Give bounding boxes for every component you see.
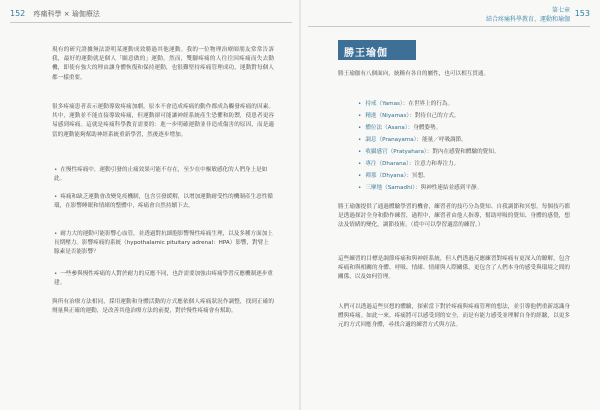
left-bullet-3: • 耐力大的運動可能影響心血管，並透過對抗細胞影響慢性疼痛生理，以及多種方面加上長期壓力。影響疼痛的系統（hypothalamic pituitary adrenal：HPA）影響，對臂上腺素是否能影響？ (54, 231, 273, 255)
left-header (10, 9, 100, 19)
limb-item-asana: • 體位法（Asana）：身體姿勢。 (358, 125, 442, 131)
left-closing-paragraph: 與所有治療方法相同，採用運動和身體活動的方式應依個人疼痛狀況作調整，找到正確的劑量與正確的運動，是改善其他治療方法的前提，對於慢性疼痛會有幫助。 (52, 299, 274, 315)
bullet-dot-icon: • (358, 113, 362, 119)
limb-item-dharana: • 專注（Dharana）：注意力和專注力。 (358, 161, 460, 167)
left-bullet-4: • 一些參與慢性疼痛的人對於耐力的反應不同，也許需要加強由疼痛學習反應機制逐步重建。 (54, 271, 273, 286)
bullet-dot-icon: • (358, 173, 362, 179)
limb-item-dhyana: • 禪那（Dhyana）：冥想。 (358, 173, 429, 179)
right-chapter-label: 第七章 (551, 7, 570, 14)
left-bullet-2: • 疼痛和缺乏運動會改變免疫機制，包含引發緩解，以增加運動耐受性的機制產生惡性循環，在影響睡眠和情緒的整體中，疼痛會自然持續下去。 (54, 194, 273, 209)
limb-item-samadhi: • 三摩地（Samadhi）：與神性連結並感到平靜。 (358, 185, 483, 191)
right-intro: 勝王瑜伽有八個面向，統稱有各自的屬性，也可以相互貫通。 (338, 71, 490, 77)
section-title-banner (338, 40, 416, 60)
right-header (486, 6, 590, 24)
right-chapter-title: 結合疼痛科學教育、運動和瑜伽 (485, 16, 570, 23)
section-title: 勝王瑜伽 (344, 48, 388, 59)
left-paragraph-1: 現有的研究證據無法證明某運動成效勝過其他運動。我的一位物理治療師朋友常常告訴我，最好的運動就是個人「願意做的」運動。然而，雙腳疼痛的人往往因疼痛而失去動機，即使有強大的理由讓身體恢復和保持運動，也很難堅持疼痛管理成功，運動對每個人都一樣重要。 (52, 47, 274, 81)
bullet-dot-icon: • (54, 271, 58, 277)
bullet-dot-icon: • (54, 167, 58, 173)
left-header-rule (10, 22, 292, 23)
left-page-number: 152 (10, 9, 26, 18)
left-paragraph-2: 很多疼痛患者表示運動導致疼痛加劇，原本不會造成疼痛的動作都成為觸發疼痛的因素。其中，運動並不能直接導致疼痛，但運動卻可能讓神經系統產生恐懼和防禦，使患者更容易感到疼痛。這就是疼痛科學教育需要的：進一步明確運動並非造成傷害的原因，而是適當的運動能夠幫助神經系統重新學習，然後逐步增加。 (52, 104, 274, 138)
limb-item-yamas: • 持戒（Yamas）：在世界上的行為。 (358, 101, 454, 107)
bullet-dot-icon: • (358, 125, 362, 131)
left-running-title: 疼痛科學 × 瑜伽療法 (33, 10, 100, 18)
bullet-dot-icon: • (358, 185, 362, 191)
right-paragraph-1: 勝王瑜伽提供了通過體驗學習的機會，練習者的技巧分為覺知、自我調節和冥想，每個技巧都是透過探討全身和動作練習，過程中，練習者由他人指導，幫助呼吸的覺知、身體的感覺，想法及情緒的變化，調節技術。（從中可以學習適當的練習。） (338, 204, 570, 229)
limb-item-pranayama: • 調息（Pranayama）：能量／呼吸調節。 (358, 137, 467, 143)
bullet-dot-icon: • (54, 194, 58, 200)
bullet-dot-icon: • (358, 101, 362, 107)
limb-item-pratyahara: • 收攝感官（Pratyahara）：對內在感覺和體驗的覺知。 (358, 149, 500, 155)
right-page-number: 153 (574, 9, 590, 18)
right-paragraph-3: 人們可以透過這些冥想的體驗，探索當下對於疼痛與疼痛管理的想法，並引導他們重新認識身體與疼痛。如此一來，疼痛將可以感受到的安全，而是有能力感受並理解自身的經驗，以更多元的方式回應身體，尋找合適的練習方式與方法。 (338, 304, 570, 329)
limb-item-niyamas: • 精進（Niyamas）：對待自己的方式。 (358, 113, 460, 119)
right-header-rule (308, 26, 590, 27)
right-paragraph-2: 這些練習的目標是調節疼痛和與神經系統，但人們透過反應練習對疼痛有更深入的瞭解，包含疼痛和與相關的身體、呼吸、情緒、情緒與人際關係，更包含了人們本身的感受與環境之間的關係，以及如何管理。 (338, 256, 570, 281)
left-bullet-1: • 在慢性疼痛中，運動引發的止痛效果可能不存在，至少在中樞敏感化的人們身上是如此。 (54, 167, 268, 182)
bullet-dot-icon: • (358, 137, 362, 143)
bullet-dot-icon: • (54, 231, 58, 237)
bullet-dot-icon: • (358, 161, 362, 167)
bullet-dot-icon: • (358, 149, 362, 155)
